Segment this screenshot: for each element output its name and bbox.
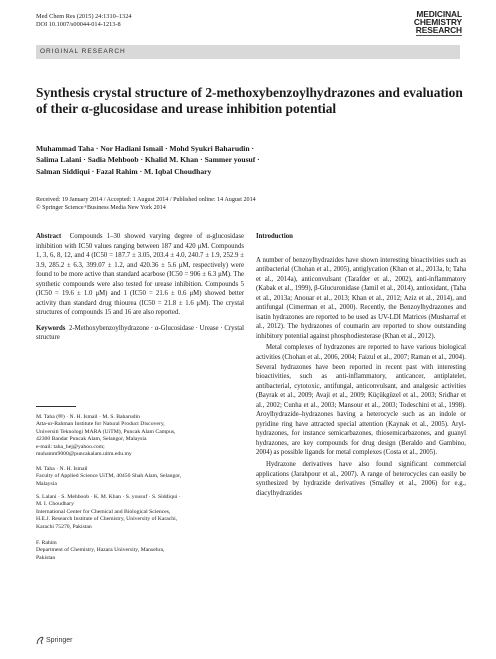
- journal-logo: [414, 10, 462, 35]
- journal-citation: [36, 13, 132, 29]
- affiliation-line: Pakistan: [36, 554, 56, 561]
- logo-line-1: MEDICINAL: [416, 9, 462, 19]
- affiliation-1: [36, 414, 246, 459]
- authors-line-1: Muhammad Taha · Nor Hadiani Ismail · Mohd Syukri Baharudin ·: [36, 144, 255, 153]
- affiliation-line: Universiti Teknologi MARA (UiTM), Puncak Alam Campus,: [36, 428, 176, 435]
- page-footer: [36, 636, 72, 645]
- affiliation-line: Malaysia: [36, 480, 57, 487]
- affiliation-line: 42300 Bandar Puncak Alam, Selangor, Malaysia: [36, 436, 147, 443]
- abstract-text: Compounds 1–30 showed varying degree of α-glucosidase inhibition with IC50 values ranging between 187 and 420 μM. Compounds 1, 3, 6, 8, 12, and 4 (IC50 = 187.7 ± 3.05, 203.4 ± 4.0, 240.7 ± 1.9, 252.9 ± 3.9, 285.2 ± 6.3, 399.07 ± 1.2, and 420.36 ± 5.6 μM, respectively) were found to be more active than standard acarbose (IC50 = 906 ± 6.3 μM). The synthetic compounds were also tested for urease inhibition. Compounds 5 (IC50 = 19.6 ± 1.0 μM) and 1 (IC50 = 21.6 ± 0.6 μM) showed better activity than standard drug thiourea (IC50 = 21.8 ± 1.6 μM). The crystal structures of compounds 15 and 16 are also reported.: [36, 233, 244, 317]
- affiliation-line: M. Taha · N. H. Ismail: [36, 466, 88, 472]
- affiliation-line: Faculty of Applied Science UiTM, 40450 Shah Alam, Selangor,: [36, 473, 182, 480]
- affiliation-4: [36, 540, 246, 562]
- authors-line-2: Salima Lalani · Sadia Mehboob · Khalid M. Khan · Sammer yousuf ·: [36, 155, 260, 165]
- article-title: Synthesis crystal structure of 2-methoxybenzoylhydrazones and evaluation of their α-glucosidase and urease inhibition potential: [36, 85, 463, 116]
- introduction-column: [256, 232, 466, 498]
- email-line[interactable]: muhamm9000@puncakalam.uitm.edu.my: [36, 451, 132, 458]
- email-line[interactable]: e-mail: taha_hej@yahoo.com;: [36, 443, 105, 450]
- affiliation-line: Atta-ur-Rahman Institute for Natural Product Discovery,: [36, 421, 165, 428]
- affiliation-line: Karachi 75270, Pakistan: [36, 523, 92, 530]
- logo-divider: [416, 35, 462, 36]
- affiliation-line: H.E.J. Research Institute of Chemistry, University of Karachi,: [36, 516, 178, 523]
- abstract-label: Abstract: [36, 233, 62, 240]
- affiliation-line: M. I. Choudhary: [36, 501, 74, 508]
- copyright-line: © Springer Science+Business Media New York 2014: [36, 205, 166, 211]
- affiliation-2: [36, 466, 246, 488]
- publication-dates: [36, 196, 466, 212]
- journal-line-1: Med Chem Res (2015) 24:1310–1324: [36, 13, 132, 20]
- affiliation-line: M. Taha (✉) · N. H. Ismail · M. S. Baharudin: [36, 414, 140, 420]
- affiliation-line: International Center for Chemical and Biological Sciences,: [36, 508, 171, 515]
- affiliation-line: S. Lalani · S. Mehboob · K. M. Khan · S. yousuf · S. Siddiqui ·: [36, 494, 181, 500]
- dates-line: Received: 19 January 2014 / Accepted: 1 August 2014 / Published online: 14 August 2014: [36, 197, 256, 203]
- abstract: [36, 232, 244, 318]
- keywords: [36, 324, 244, 343]
- publisher-name: Springer: [46, 637, 73, 644]
- springer-horse-icon: [36, 636, 44, 645]
- logo-line-2: CHEMISTRY: [413, 17, 462, 28]
- introduction-heading: Introduction: [256, 233, 293, 240]
- section-banner: ORIGINAL RESEARCH: [36, 45, 460, 59]
- keywords-text: 2-Methoxybenzoylhydrazone · α-Glucosidase · Urease · Crystal structure: [36, 324, 244, 342]
- intro-paragraph-3: Hydrazone derivatives have also found significant commercial applications (Jarahpour et al., 2007). A range of heterocycles can easily be synthesized by hydrazide derivatives (Smalley et al., 2006) for e.g., diacylhydrazides: [256, 461, 466, 497]
- author-list: [36, 143, 466, 177]
- intro-paragraph-2: Metal complexes of hydrazones are reported to have various biological activities (Chohan et al., 2006, 2004; Faizul et al., 2007; Raman et al., 2004). Several hydrazones have been reported in recent past with interesting bioactivities, such as anti-inflammatory, anticancer, antiplatelet, antibacterial, cytotoxic, antifungal, anticonvulsant, and analgesic activities (Bayrak et al., 2009; Avaji et al., 2009; Küçükgüzel et al., 2003; Sridhar et al., 2002; Cunha et al., 2003; Mansour et al., 2003; Todeschini et al., 1998). Aroylhydrazide–hydrazones having a heterocycle such as an indole or pyridine ring have attracted special attention (Kaynak et al., 2005). Aryl-hydrazones, for instance semicarbazones, thiosemicarbazones, and guanyl hydrazones, are key compounds for drug design (Beraldo and Gambino, 2004) as possible ligands for metal complexes (Costa et al., 2005).: [256, 344, 466, 457]
- affiliation-line: Department of Chemistry, Hazara University, Mansehra,: [36, 547, 165, 554]
- intro-paragraph-1: A number of benzoylhydrazides have shown interesting bioactivities such as antibacterial (Chohan et al., 2005), antiglycation (Khan et al., 2013a, b; Taha et al., 2014a), anticonvulsant (Tarafder et al., 2002), anti-inflammatory (Kabak et al., 1999), β-Glucuronidase (Jamil et al., 2014), antioxidant, (Taha et al., 2013a; Anouar et al., 2013; Khan et al., 2012; Aziz et al., 2014), and antifungal (Cimerman et al., 2000). Recently, the Benzoylhydrazones and isatin hydrazones are reported to be used as UV-LDI Matrices (Musharraf et al., 2012). The hydrazones of coumarin are reported to show outstanding inhibitory potential against phosphodiesterase (Khan et al., 2012).: [256, 256, 466, 340]
- logo-line-3: RESEARCH: [415, 25, 462, 36]
- affiliation-line: F. Rahim: [36, 540, 57, 546]
- keywords-label: Keywords: [36, 324, 66, 332]
- doi-line: DOI 10.1007/s00044-014-1213-8: [36, 21, 121, 29]
- abstract-column: [36, 232, 244, 343]
- affiliation-divider: [36, 406, 76, 407]
- affiliation-3: [36, 494, 246, 531]
- authors-line-3: Salman Siddiqui · Fazal Rahim · M. Iqbal Choudhary: [36, 166, 212, 176]
